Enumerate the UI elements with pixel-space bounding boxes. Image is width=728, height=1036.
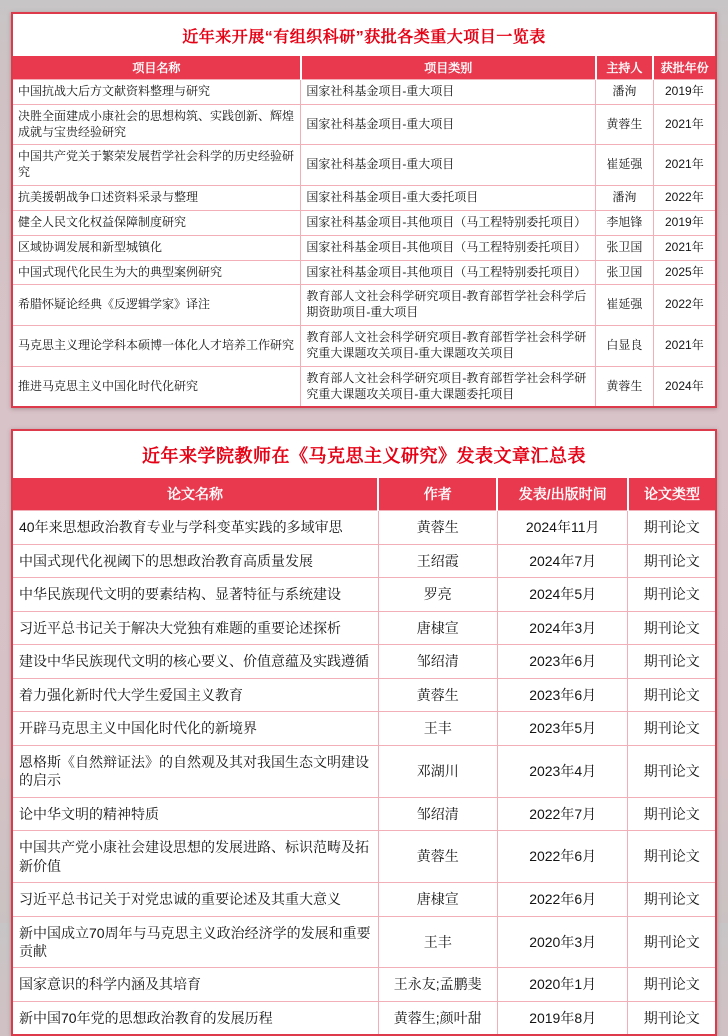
table-row [13, 831, 715, 883]
table-cell: 罗亮 [378, 578, 497, 611]
table-cell: 2025年 [653, 260, 715, 285]
column-header-paper-title: 论文名称 [13, 478, 378, 511]
table-row [13, 883, 715, 916]
table-row [13, 186, 715, 211]
table-cell: 期刊论文 [628, 511, 715, 544]
table-cell: 2023年4月 [497, 745, 628, 797]
table-row [13, 1001, 715, 1034]
projects-table-card [11, 12, 717, 408]
table-cell: 唐棣宣 [378, 611, 497, 644]
table-cell: 2023年6月 [497, 645, 628, 678]
table-row [13, 797, 715, 830]
table-row [13, 511, 715, 544]
table-cell: 国家社科基金项目-其他项目（马工程特别委托项目） [301, 260, 596, 285]
column-header-publish-date: 发表/出版时间 [497, 478, 628, 511]
table-cell: 2022年6月 [497, 883, 628, 916]
table-cell: 黄蓉生 [378, 511, 497, 544]
table-cell: 黄蓉生 [378, 831, 497, 883]
table-row [13, 544, 715, 577]
table-cell: 崔延强 [596, 145, 654, 186]
table-cell: 中国共产党小康社会建设思想的发展进路、标识范畴及拓新价值 [13, 831, 378, 883]
table-cell: 2023年6月 [497, 678, 628, 711]
table-cell: 习近平总书记关于对党忠诚的重要论述及其重大意义 [13, 883, 378, 916]
table-cell: 期刊论文 [628, 712, 715, 745]
table-cell: 2019年 [653, 210, 715, 235]
table-cell: 教育部人文社会科学研究项目-教育部哲学社会科学后期资助项目-重大项目 [301, 285, 596, 326]
table-cell: 国家社科基金项目-重大项目 [301, 104, 596, 145]
table-cell: 王丰 [378, 916, 497, 968]
table-cell: 中华民族现代文明的要素结构、显著特征与系统建设 [13, 578, 378, 611]
papers-table-card [11, 429, 717, 1036]
table-cell: 期刊论文 [628, 611, 715, 644]
table-row [13, 916, 715, 968]
table-cell: 潘洵 [596, 80, 654, 105]
table-cell: 2022年7月 [497, 797, 628, 830]
table-cell: 张卫国 [596, 260, 654, 285]
table-cell: 新中国成立70周年与马克思主义政治经济学的发展和重要贡献 [13, 916, 378, 968]
table-cell: 期刊论文 [628, 544, 715, 577]
column-header-leader: 主持人 [596, 56, 654, 80]
table-cell: 期刊论文 [628, 578, 715, 611]
column-header-paper-type: 论文类型 [628, 478, 715, 511]
table-cell: 2021年 [653, 326, 715, 367]
table-cell: 期刊论文 [628, 645, 715, 678]
table-cell: 2024年7月 [497, 544, 628, 577]
table-cell: 黄蓉生 [378, 678, 497, 711]
table-cell: 白显良 [596, 326, 654, 367]
table-cell: 国家社科基金项目-其他项目（马工程特别委托项目） [301, 210, 596, 235]
table-cell: 期刊论文 [628, 745, 715, 797]
table-cell: 健全人民文化权益保障制度研究 [13, 210, 301, 235]
table-cell: 潘洵 [596, 186, 654, 211]
table-cell: 张卫国 [596, 235, 654, 260]
table-cell: 黄蓉生 [596, 104, 654, 145]
table-row [13, 285, 715, 326]
table-cell: 国家社科基金项目-重大委托项目 [301, 186, 596, 211]
table-cell: 崔延强 [596, 285, 654, 326]
projects-table-title: 近年来开展“有组织科研”获批各类重大项目一览表 [182, 29, 546, 46]
table-cell: 恩格斯《自然辩证法》的自然观及其对我国生态文明建设的启示 [13, 745, 378, 797]
table-cell: 2022年6月 [497, 831, 628, 883]
table-cell: 期刊论文 [628, 831, 715, 883]
table-cell: 2024年11月 [497, 511, 628, 544]
papers-table-title: 近年来学院教师在《马克思主义研究》发表文章汇总表 [142, 446, 586, 467]
table-row [13, 326, 715, 367]
table-cell: 抗美援朝战争口述资料采录与整理 [13, 186, 301, 211]
table-row [13, 968, 715, 1001]
table-cell: 40年来思想政治教育专业与学科变革实践的多域审思 [13, 511, 378, 544]
table-cell: 王丰 [378, 712, 497, 745]
table-cell: 2019年 [653, 80, 715, 105]
table-row [13, 145, 715, 186]
table-row [13, 712, 715, 745]
column-header-project-name: 项目名称 [13, 56, 301, 80]
table-cell: 教育部人文社会科学研究项目-教育部哲学社会科学研究重大课题攻关项目-重大课题攻关项目 [301, 326, 596, 367]
table-row [13, 645, 715, 678]
table-cell: 2021年 [653, 104, 715, 145]
table-cell: 推进马克思主义中国化时代化研究 [13, 366, 301, 406]
column-header-author: 作者 [378, 478, 497, 511]
table-row [13, 611, 715, 644]
table-row [13, 260, 715, 285]
papers-table-body [13, 511, 715, 1034]
table-cell: 马克思主义理论学科本硕博一体化人才培养工作研究 [13, 326, 301, 367]
table-cell: 唐棣宣 [378, 883, 497, 916]
projects-header-row [13, 56, 715, 80]
table-cell: 教育部人文社会科学研究项目-教育部哲学社会科学研究重大课题攻关项目-重大课题委托项目 [301, 366, 596, 406]
table-cell: 2023年5月 [497, 712, 628, 745]
table-cell: 2024年5月 [497, 578, 628, 611]
table-cell: 邹绍清 [378, 797, 497, 830]
papers-table [13, 478, 715, 1034]
table-cell: 黄蓉生;颜叶甜 [378, 1001, 497, 1034]
table-cell: 中国式现代化视阈下的思想政治教育高质量发展 [13, 544, 378, 577]
table-row [13, 80, 715, 105]
table-row [13, 578, 715, 611]
table-cell: 期刊论文 [628, 883, 715, 916]
table-cell: 建设中华民族现代文明的核心要义、价值意蕴及实践遵循 [13, 645, 378, 678]
table-cell: 开辟马克思主义中国化时代化的新境界 [13, 712, 378, 745]
table-cell: 黄蓉生 [596, 366, 654, 406]
table-cell: 国家社科基金项目-重大项目 [301, 80, 596, 105]
table-cell: 邓湖川 [378, 745, 497, 797]
table-cell: 国家社科基金项目-重大项目 [301, 145, 596, 186]
table-cell: 论中华文明的精神特质 [13, 797, 378, 830]
table-cell: 中国抗战大后方文献资料整理与研究 [13, 80, 301, 105]
table-cell: 期刊论文 [628, 797, 715, 830]
table-cell: 中国共产党关于繁荣发展哲学社会科学的历史经验研究 [13, 145, 301, 186]
table-cell: 2024年 [653, 366, 715, 406]
table-cell: 新中国70年党的思想政治教育的发展历程 [13, 1001, 378, 1034]
table-cell: 王绍霞 [378, 544, 497, 577]
table-cell: 期刊论文 [628, 916, 715, 968]
table-row [13, 104, 715, 145]
table-cell: 希腊怀疑论经典《反逻辑学家》译注 [13, 285, 301, 326]
column-header-approval-year: 获批年份 [653, 56, 715, 80]
table-cell: 决胜全面建成小康社会的思想构筑、实践创新、辉煌成就与宝贵经验研究 [13, 104, 301, 145]
table-cell: 2022年 [653, 186, 715, 211]
projects-table-body [13, 80, 715, 407]
table-row [13, 678, 715, 711]
table-cell: 期刊论文 [628, 678, 715, 711]
table-cell: 区域协调发展和新型城镇化 [13, 235, 301, 260]
table-row [13, 210, 715, 235]
table-cell: 2020年3月 [497, 916, 628, 968]
table-cell: 李旭锋 [596, 210, 654, 235]
table-cell: 期刊论文 [628, 1001, 715, 1034]
table-cell: 2024年3月 [497, 611, 628, 644]
table-cell: 国家意识的科学内涵及其培育 [13, 968, 378, 1001]
table-cell: 2020年1月 [497, 968, 628, 1001]
table-row [13, 745, 715, 797]
table-cell: 着力强化新时代大学生爱国主义教育 [13, 678, 378, 711]
table-cell: 2021年 [653, 235, 715, 260]
table-cell: 期刊论文 [628, 968, 715, 1001]
table-cell: 习近平总书记关于解决大党独有难题的重要论述探析 [13, 611, 378, 644]
table-cell: 2019年8月 [497, 1001, 628, 1034]
table-cell: 邹绍清 [378, 645, 497, 678]
table-cell: 王永友;孟鹏斐 [378, 968, 497, 1001]
table-cell: 中国式现代化民生为大的典型案例研究 [13, 260, 301, 285]
table-row [13, 366, 715, 406]
papers-header-row [13, 478, 715, 511]
projects-table [13, 56, 715, 406]
table-cell: 国家社科基金项目-其他项目（马工程特别委托项目） [301, 235, 596, 260]
table-row [13, 235, 715, 260]
column-header-project-category: 项目类别 [301, 56, 596, 80]
table-cell: 2022年 [653, 285, 715, 326]
table-cell: 2021年 [653, 145, 715, 186]
